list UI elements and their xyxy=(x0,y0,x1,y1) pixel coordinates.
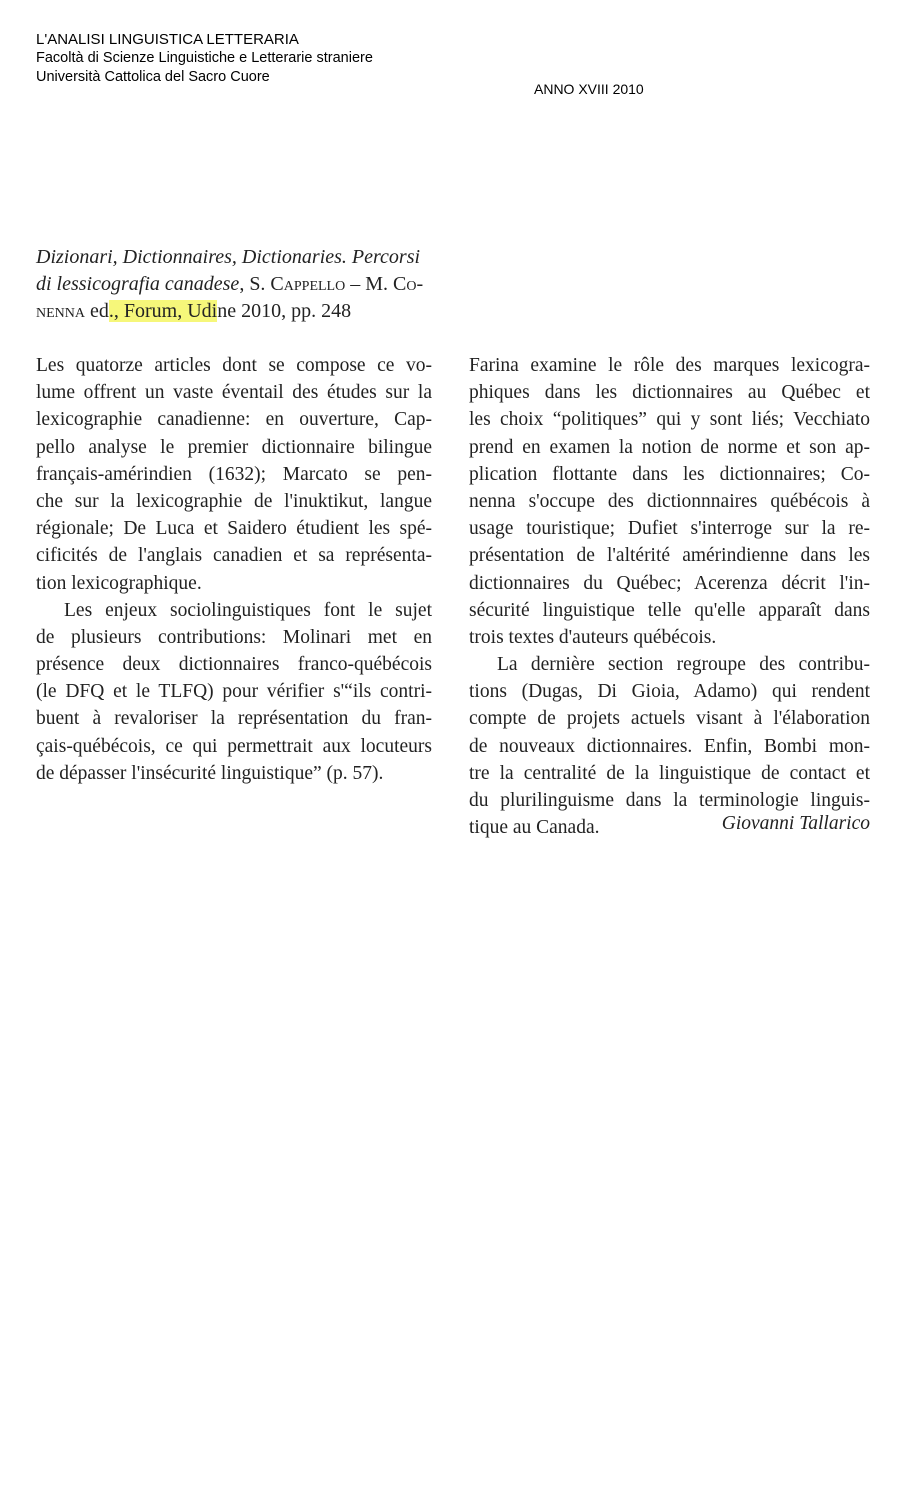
text-line: pello analyse le premier dictionnaire bilingue xyxy=(36,436,432,458)
left-column xyxy=(36,352,432,787)
text-line: trois textes d'auteurs québécois. xyxy=(469,626,717,648)
text-line: nenna s'occupe des dictionnnaires québécois à xyxy=(469,490,870,512)
text-line: plication flottante dans les dictionnaires; Co- xyxy=(469,463,870,485)
journal-year: ANNO XVIII 2010 xyxy=(534,81,644,97)
text-line: présence deux dictionnaires franco-québécois xyxy=(36,654,432,676)
book-title-continued: di lessicografia canadese xyxy=(36,273,240,295)
text-line: compte de projets actuels visant à l'élaboration xyxy=(469,708,870,730)
text-line: (le DFQ et le TLFQ) pour vérifier s'“ils contri- xyxy=(36,681,432,703)
editor-name-end: nenna xyxy=(36,300,85,322)
reviewer-signature: Giovanni Tallarico xyxy=(721,813,870,834)
separator: , xyxy=(239,273,250,295)
text-line: çais-québécois, ce qui permettrait aux locuteurs xyxy=(36,735,432,757)
text-line: de nouveaux dictionnaires. Enfin, Bombi mon- xyxy=(469,735,870,757)
right-column xyxy=(469,352,870,841)
ed-abbrev: ed xyxy=(85,300,109,322)
book-reference xyxy=(36,244,434,325)
text-line: La dernière section regroupe des contribu- xyxy=(497,654,870,676)
text-line: Les quatorze articles dont se compose ce vo- xyxy=(36,355,432,376)
text-line: régionale; De Luca et Saidero étudient les spé- xyxy=(36,518,432,540)
text-line: che sur la lexicographie de l'inuktikut, langue xyxy=(36,490,432,512)
text-line: phiques dans les dictionnaires au Québec et xyxy=(469,382,870,404)
book-title-line: Dizionari, Dictionnaires, Dictionaries. Percorsi xyxy=(36,246,421,268)
reference-line-2 xyxy=(36,271,434,298)
text-line: lexicographie canadienne: en ouverture, Cap- xyxy=(36,409,432,431)
text-line: sécurité linguistique telle qu'elle apparaît dans xyxy=(469,599,870,621)
text-line: lume offrent un vaste éventail des études sur la xyxy=(36,382,432,404)
text-line: les choix “politiques” qui y sont liés; Vecchiato xyxy=(469,409,870,431)
text-line: usage touristique; Dufiet s'interroge sur la re- xyxy=(469,518,870,540)
text-line: tique au Canada. xyxy=(469,817,600,839)
reference-line-3 xyxy=(36,298,434,325)
text-line: Les enjeux sociolinguistiques font le sujet xyxy=(64,599,432,621)
text-line: Farina examine le rôle des marques lexicogra- xyxy=(469,355,870,376)
university-name: Università Cattolica del Sacro Cuore xyxy=(36,69,270,85)
publication-details: ne 2010, pp. 248 xyxy=(217,300,352,322)
text-line: de dépasser l'insécurité linguistique” (p. 57). xyxy=(36,762,384,784)
text-line: cificités de l'anglais canadien et sa représenta- xyxy=(36,545,432,567)
text-line: présentation de l'altérité amérindienne dans les xyxy=(469,545,870,567)
text-line: buent à revaloriser la représentation du fran- xyxy=(36,708,432,730)
text-line: prend en examen la notion de norme et son ap- xyxy=(469,436,870,458)
text-line: dictionnaires du Québec; Acerenza décrit l'in- xyxy=(469,572,870,594)
highlighted-publisher: ., Forum, Udi xyxy=(108,300,218,322)
text-line: tions (Dugas, Di Gioia, Adamo) qui rendent xyxy=(469,681,870,703)
faculty-name: Facoltà di Scienze Linguistiche e Letterarie straniere xyxy=(36,50,373,66)
text-line: de plusieurs contributions: Molinari met en xyxy=(36,626,432,648)
text-line: tion lexicographique. xyxy=(36,572,202,594)
text-line: tre la centralité de la linguistique de contact et xyxy=(469,762,870,784)
editors: S. Cappello – M. Co- xyxy=(249,273,424,295)
text-line: du plurilinguisme dans la terminologie linguis- xyxy=(469,790,870,811)
journal-title: L'ANALISI LINGUISTICA LETTERARIA xyxy=(36,31,299,48)
journal-header xyxy=(36,30,373,87)
text-line: français-amérindien (1632); Marcato se pen- xyxy=(36,463,432,485)
